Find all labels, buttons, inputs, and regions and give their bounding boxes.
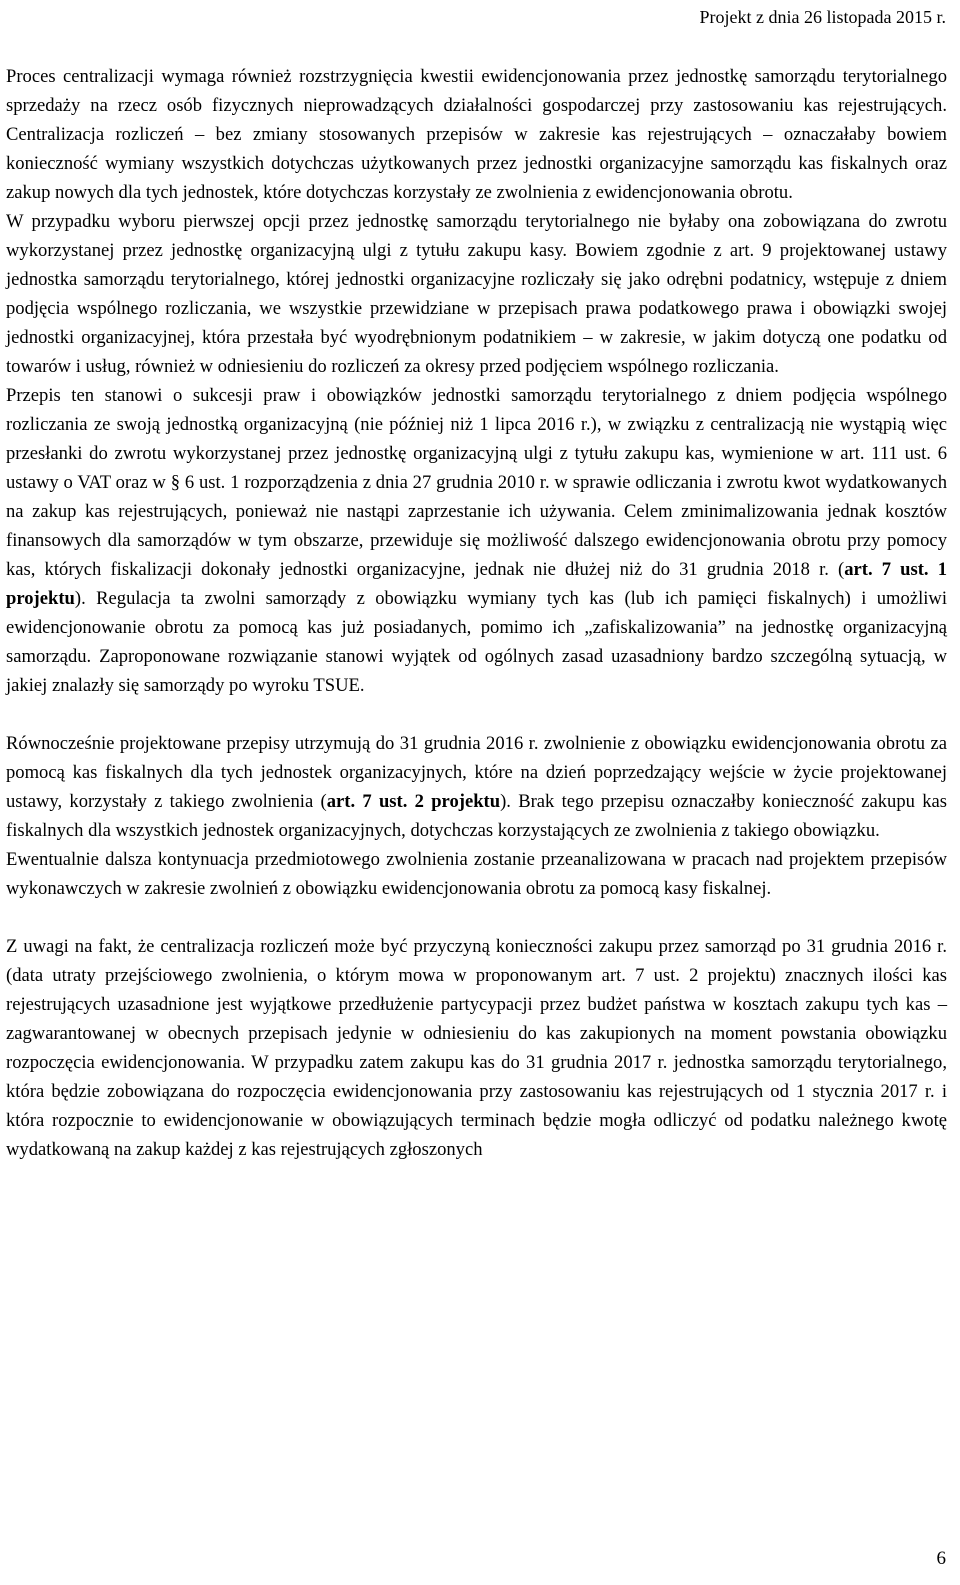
paragraph-text: Równocześnie projektowane przepisy utrzymują do 31 grudnia 2016 r. zwolnienie z obowiązku ewidencjonowania obrotu za pomocą kas fiskalnych dla tych jednostek organizacyjnych, które na dzień poprzedzający wejście w życie projektowanej ustawy, korzystały z takiego zwolnienia ( [6,733,947,812]
paragraph-text: Proces centralizacji wymaga również rozstrzygnięcia kwestii ewidencjonowania przez jednostkę samorządu terytorialnego sprzedaży na rzecz osób fizycznych nieprowadzących działalności gospodarczej przy zastosowaniu kas rejestrujących. Centralizacja rozliczeń – bez zmiany stosowanych przepisów w zakresie kas rejestrujących – oznaczałaby bowiem konieczność wymiany wszystkich dotychczas użytkowanych przez jednostki organizacyjne samorządu kas fiskalnych oraz zakup nowych dla tych jednostek, które dotychczas korzystały ze zwolnienia z ewidencjonowania obrotu. [6,66,947,203]
bold-reference: art. 7 ust. 1 projektu [6,559,947,609]
paragraph-text: Przepis ten stanowi o sukcesji praw i obowiązków jednostki samorządu terytorialnego z dniem podjęcia wspólnego rozliczania ze swoją jednostką organizacyjną (nie później niż 1 lipca 2016 r.), w związku z centralizacją nie wystąpią więc przesłanki do zwrotu wykorzystanej przez jednostkę organizacyjną ulgi z tytułu zakupu kas, wymienione w art. 111 ust. 6 ustawy o VAT oraz w § 6 ust. 1 rozporządzenia z dnia 27 grudnia 2010 r. w sprawie odliczania i zwrotu kwot wydatkowanych na zakup kas rejestrujących, ponieważ nie nastąpi zaprzestanie ich używania. Celem zminimalizowania jednak kosztów finansowych dla samorządów w tym obszarze, przewiduje się możliwość dalszego ewidencjonowania obrotu przy pomocy kas, których fiskalizacji dokonały jednostki organizacyjne, jednak nie dłużej niż do 31 grudnia 2018 r. ( [6,385,947,580]
paragraph [6,381,947,700]
paragraph [6,932,947,1164]
paragraph [6,207,947,381]
paragraph-spacer [6,700,947,729]
bold-reference: art. 7 ust. 2 projektu [326,791,501,812]
document-body [6,62,947,1164]
paragraph [6,729,947,845]
paragraph-text: ). Brak tego przepisu oznaczałby konieczność zakupu kas fiskalnych dla wszystkich jednostek organizacyjnych, dotychczas korzystających ze zwolnienia z takiego obowiązku. [6,791,948,841]
paragraph-text: ). Regulacja ta zwolni samorządy z obowiązku wymiany tych kas (lub ich pamięci fiskalnych) i umożliwi ewidencjonowanie obrotu za pomocą kas już posiadanych, pomimo ich „zafiskalizowania” na jednostkę organizacyjną samorządu. Zaproponowane rozwiązanie stanowi wyjątek od ogólnych zasad uzasadniony bardzo szczególną sytuacją, w jakiej znalazły się samorządy po wyroku TSUE. [6,588,947,696]
paragraph-text: W przypadku wyboru pierwszej opcji przez jednostkę samorządu terytorialnego nie byłaby ona zobowiązana do zwrotu wykorzystanej przez jednostkę organizacyjną ulgi z tytułu zakupu kasy. Bowiem zgodnie z art. 9 projektowanej ustawy jednostka samorządu terytorialnego, której jednostki organizacyjne rozliczały się jako odrębni podatnicy, wstępuje z dniem podjęcia wspólnego rozliczania, we wszystkie przewidziane w przepisach prawa podatkowego prawa i obowiązki swojej jednostki organizacyjnej, która przestała być wyodrębnionym podatnikiem – w zakresie, w jakim dotyczą one podatku od towarów i usług, również w odniesieniu do rozliczeń za okresy przed podjęciem wspólnego rozliczania. [6,211,947,377]
paragraph-text: Ewentualnie dalsza kontynuacja przedmiotowego zwolnienia zostanie przeanalizowana w pracach nad projektem przepisów wykonawczych w zakresie zwolnień z obowiązku ewidencjonowania obrotu za pomocą kasy fiskalnej. [6,849,947,899]
paragraph-spacer [6,903,947,932]
paragraph [6,845,947,903]
page-header: Projekt z dnia 26 listopada 2015 r. [699,7,946,27]
paragraph-text: Z uwagi na fakt, że centralizacja rozliczeń może być przyczyną konieczności zakupu przez samorząd po 31 grudnia 2016 r. (data utraty przejściowego zwolnienia, o którym mowa w proponowanym art. 7 ust. 2 projektu) znacznych ilości kas rejestrujących uzasadnione jest wyjątkowe przedłużenie partycypacji przez budżet państwa w kosztach zakupu tych kas – zagwarantowanej w obecnych przepisach jedynie w odniesieniu do kas zakupionych na moment powstania obowiązku rozpoczęcia ewidencjonowania. W przypadku zatem zakupu kas do 31 grudnia 2017 r. jednostka samorządu terytorialnego, która będzie zobowiązana do rozpoczęcia ewidencjonowania przy zastosowaniu kas rejestrujących od 1 stycznia 2017 r. i która rozpocznie to ewidencjonowanie w obowiązujących terminach będzie mogła odliczyć od podatku należnego kwotę wydatkowaną na zakup każdej z kas rejestrujących zgłoszonych [6,936,947,1160]
page-number: 6 [936,1548,946,1569]
paragraph [6,62,947,207]
